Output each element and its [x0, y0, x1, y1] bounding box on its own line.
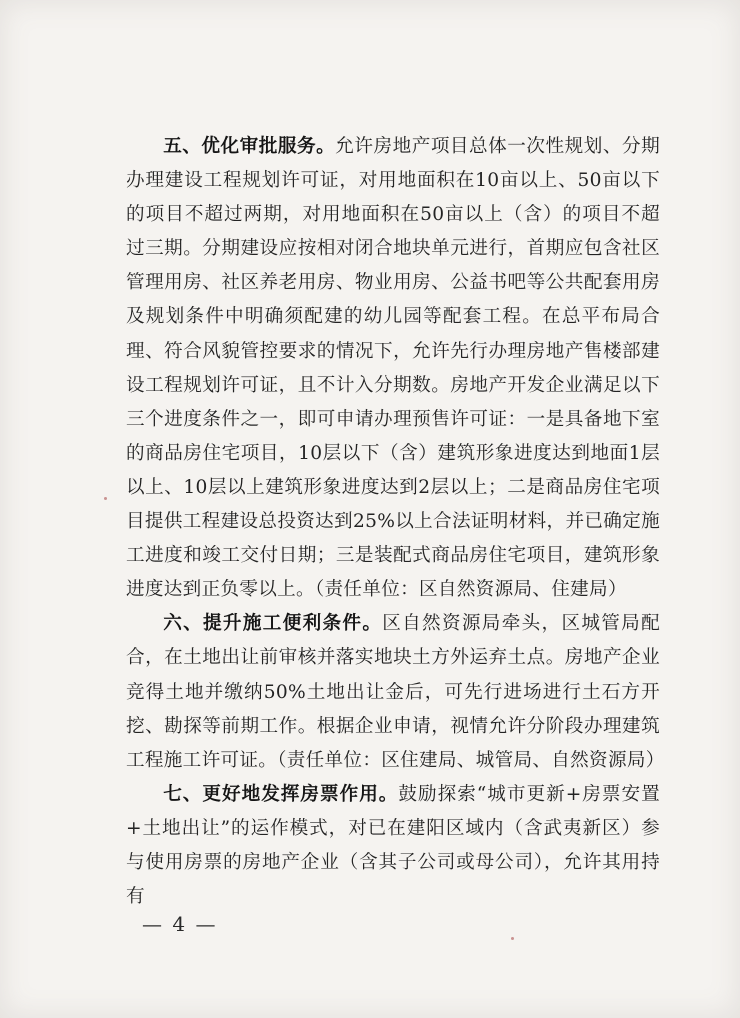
page-number: — 4 — — [142, 912, 218, 936]
paper-speck — [104, 497, 107, 500]
section-five-paragraph — [126, 130, 660, 607]
document-body — [126, 130, 665, 914]
paper-speck — [511, 937, 514, 940]
section-five-heading: 五、优化审批服务。 — [163, 136, 336, 157]
section-six-paragraph — [126, 607, 665, 777]
section-six-text: 区自然资源局牵头，区城管局配合，在土地出让前审核并落实地块土方外运弃土点。房地产企业竞得土地并缴纳50%土地出让金后，可先行进场进行土石方开挖、勘探等前期工作。根据企业申请，视情允许分阶段办理建筑工程施工许可证。（责任单位：区住建局、城管局、自然资源局） — [126, 613, 665, 771]
section-seven-paragraph — [126, 778, 660, 914]
section-six-heading: 六、提升施工便利条件。 — [163, 613, 383, 635]
section-five-text: 允许房地产项目总体一次性规划、分期办理建设工程规划许可证，对用地面积在10亩以上、50亩以下的项目不超过两期，对用地面积在50亩以上（含）的项目不超过三期。分期建设应按相对闭合地块单元进行，首期应包含社区管理用房、社区养老用房、物业用房、公益书吧等公共配套用房及规划条件中明确须配建的幼儿园等配套工程。在总平布局合理、符合风貌管控要求的情况下，允许先行办理房地产售楼部建设工程规划许可证，且不计入分期数。房地产开发企业满足以下三个进度条件之一，即可申请办理预售许可证：一是具备地下室的商品房住宅项目，10层以下（含）建筑形象进度达到地面1层以上、10层以上建筑形象进度达到2层以上；二是商品房住宅项目提供工程建设总投资达到25%以上合法证明材料，并已确定施工进度和竣工交付日期；三是装配式商品房住宅项目，建筑形象进度达到正负零以上。（责任单位：区自然资源局、住建局） — [126, 136, 660, 601]
section-seven-text: 鼓励探索“城市更新+房票安置+土地出让”的运作模式，对已在建阳区域内（含武夷新区）参与使用房票的房地产企业（含其子公司或母公司），允许其用持有 — [126, 783, 660, 908]
section-seven-heading: 七、更好地发挥房票作用。 — [163, 783, 399, 805]
